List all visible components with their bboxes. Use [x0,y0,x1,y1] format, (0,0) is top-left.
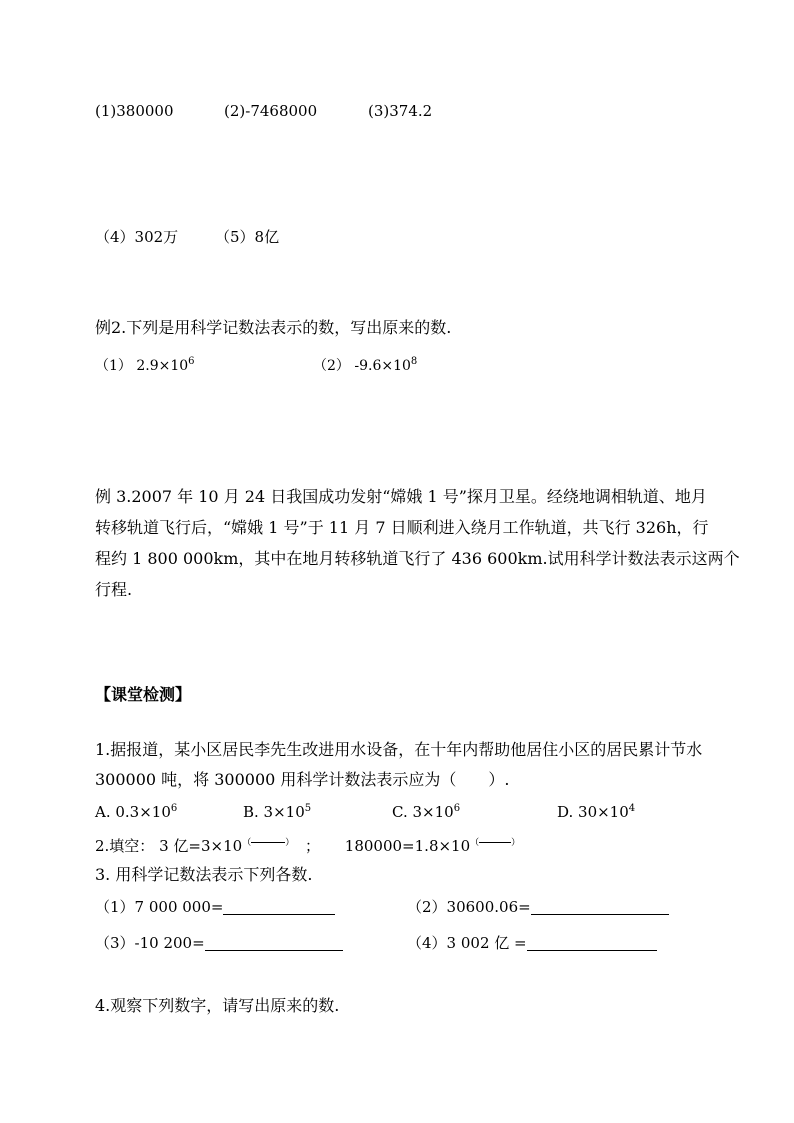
q2-blank-2[interactable]: （ ） [470,838,521,848]
example3-line-3: 程约 1 800 000km，其中在地月转移轨道飞行了 436 600km.试用科学计数法表示这两个 [95,549,740,568]
q3-item-3-blank[interactable] [205,936,343,951]
q3-title: 3. 用科学记数法表示下列各数. [95,865,313,884]
q3-item-3-label: （3）-10 200= [95,934,205,952]
q1-line-2: 300000 吨，将 300000 用科学计数法表示应为（ ）. [95,770,510,789]
q1-option-c [392,802,460,822]
q1-option-c-exponent: 6 [453,803,461,814]
example2-item-2-base: （2） -9.6×10 [313,358,411,374]
intro-item-2: (2)-7468000 [224,102,318,120]
example3-line-2: 转移轨道飞行后，“嫦娥 1 号”于 11 月 7 日顺利进入绕月工作轨道，共飞行 326h，行 [95,518,709,537]
q1-option-d-base: D. 30×10 [557,803,629,821]
example2-item-1-base: （1） 2.9×10 [95,358,189,374]
intro-item-1: (1)380000 [95,102,174,120]
example3-line-4: 行程. [95,580,133,599]
q3-item-1-blank[interactable] [223,900,335,915]
q3-item-4 [407,933,657,953]
example2-item-1 [95,356,195,376]
q2-separator: ； [305,837,321,855]
example2-item-2 [313,356,417,376]
q3-item-2-blank[interactable] [531,900,669,915]
section-title: 【课堂检测】 [95,685,192,704]
q1-option-a-exponent: 6 [170,803,178,814]
q2-label: 2.填空： [95,837,155,855]
q1-option-a [95,802,177,822]
q2-part-1: 3 亿=3×10 [159,837,243,855]
example2-title: 例2.下列是用科学记数法表示的数，写出原来的数. [95,318,452,337]
q1-option-b-base: B. 3×10 [243,803,305,821]
q3-item-3 [95,933,343,953]
q2-part-2: 180000=1.8×10 [344,837,471,855]
q2-line [95,833,520,856]
q3-item-2-label: （2）30600.06= [407,898,531,916]
q1-option-d-exponent: 4 [628,803,636,814]
q3-item-2 [407,897,669,917]
q1-option-a-base: A. 0.3×10 [95,803,171,821]
q1-option-b-exponent: 5 [304,803,312,814]
q3-item-4-label: （4）3 002 亿 = [407,934,527,952]
example2-item-2-exponent: 8 [410,356,418,367]
intro-item-4: （4）302万 [95,228,179,246]
intro-item-5: （5）8亿 [215,228,280,246]
q4-title: 4.观察下列数字，请写出原来的数. [95,996,340,1015]
q3-item-1 [95,897,335,917]
q1-option-c-base: C. 3×10 [392,803,454,821]
q2-blank-1[interactable]: （ ） [242,838,295,848]
q3-item-1-label: （1）7 000 000= [95,898,224,916]
example2-item-1-exponent: 6 [188,356,195,367]
example3-line-1: 例 3.2007 年 10 月 24 日我国成功发射“嫦娥 1 号”探月卫星。经绕地调相轨道、地月 [95,487,707,506]
intro-item-3: (3)374.2 [368,102,433,120]
q1-option-b [243,802,311,822]
q1-line-1: 1.据报道，某小区居民李先生改进用水设备，在十年内帮助他居住小区的居民累计节水 [95,740,703,759]
q3-item-4-blank[interactable] [527,936,657,951]
q1-option-d [557,802,635,822]
